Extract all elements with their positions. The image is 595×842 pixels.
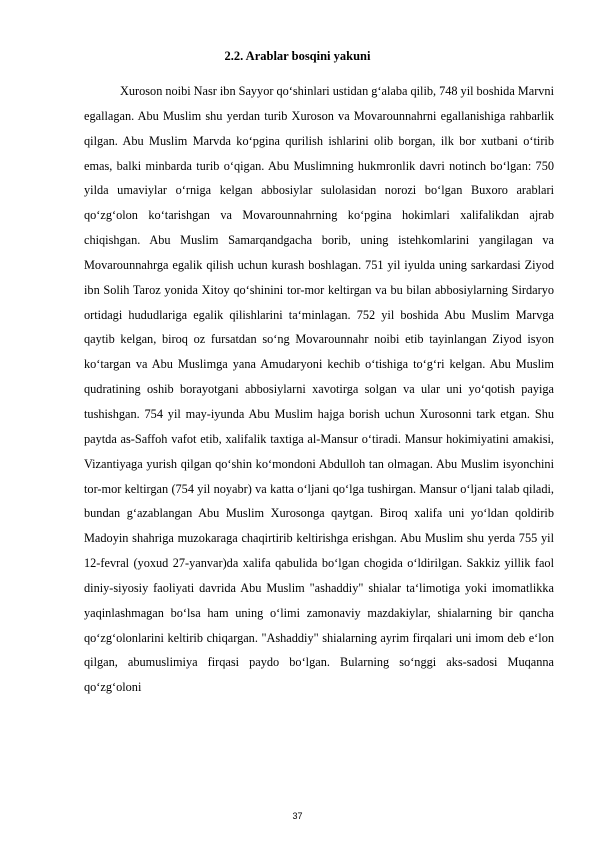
- section-heading: 2.2. Arablar bosqini yakuni: [224, 49, 371, 63]
- body-paragraph: Xuroson noibi Nasr ibn Sayyor qo‘shinlari ustidan g‘alaba qilib, 748 yil boshida Marvni egallagan. Abu Muslim shu yerdan turib Xuroson va Movarounnahrni egallanishiga rahbarlik qilgan. Abu Muslim Marvda ko‘pgina qurilish ishlarini olib borgan, ilk bor xutbani o‘tirib emas, balki minbarda turib o‘qigan. Abu Muslimning hukmronlik davri notinch bo‘lgan: 750 yilda umaviylar o‘rniga kelgan abbosiylar sulolasidan norozi bo‘lgan Buxoro arablari qo‘zg‘olon ko‘tarishgan va Movarounnahrning ko‘pgina hokimlari xalifalikdan ajrab chiqishgan. Abu Muslim Samarqandgacha borib, uning istehkomlarini yangilagan va Movarounnahrga egalik qilish uchun kurash boshlagan. 751 yil iyulda uning sarkardasi Ziyod ibn Solih Taroz yonida Xitoy qo‘shinini tor-mor keltirgan va bu bilan abbosiylarning Sirdaryo ortidagi hududlariga egalik qilishlarini ta‘minlagan. 752 yil boshida Abu Muslim Marvga qaytib kelgan, biroq oz fursatdan so‘ng Movarounnahr noibi etib tayinlangan Ziyod isyon ko‘targan va Abu Muslimga yana Amudaryoni kechib o‘tishiga to‘g‘ri kelgan. Abu Muslim qudratining oshib borayotgani abbosiylarni xavotirga solgan va ular uni yo‘qotish payiga tushishgan. 754 yil may-iyunda Abu Muslim hajga borish uchun Xurosonni tark etgan. Shu paytda as-Saffoh vafot etib, xalifalik taxtiga al-Mansur o‘tiradi. Mansur hokimiyatini amakisi, Vizantiyaga yurish qilgan qo‘shin ko‘mondoni Abdulloh tan olmagan. Abu Muslim isyonchini tor-mor keltirgan (754 yil noyabr) va katta o‘ljani qo‘lga tushirgan. Mansur o‘ljani talab qiladi, bundan g‘azablangan Abu Muslim Xurosonga qaytgan. Biroq xalifa uni yo‘ldan qoldirib Madoyin shahriga muzokaraga chaqirtirib keltirishga erishgan. Abu Muslim shu yerda 755 yil 12-fevral (yoxud 27-yanvar)da xalifa qabulida bo‘lgan chogida o‘ldirilgan. Sakkiz yillik faol diniy-siyosiy faoliyati davrida Abu Muslim "ashaddiy" shialar ta‘limotiga yoki imomatlikka yaqinlashmagan bo‘lsa ham uning o‘limi zamonaviy mazdakiylar, shialarning bir qancha qo‘zg‘olonlarini keltirib chiqargan. "Ashaddiy" shialarning ayrim firqalari uni imom deb e‘lon qilgan, abumuslimiya firqasi paydo bo‘lgan. Bularning so‘nggi aks-sadosi Muqanna qo‘zg‘oloni: [84, 84, 554, 695]
- page-number: 37: [292, 811, 303, 821]
